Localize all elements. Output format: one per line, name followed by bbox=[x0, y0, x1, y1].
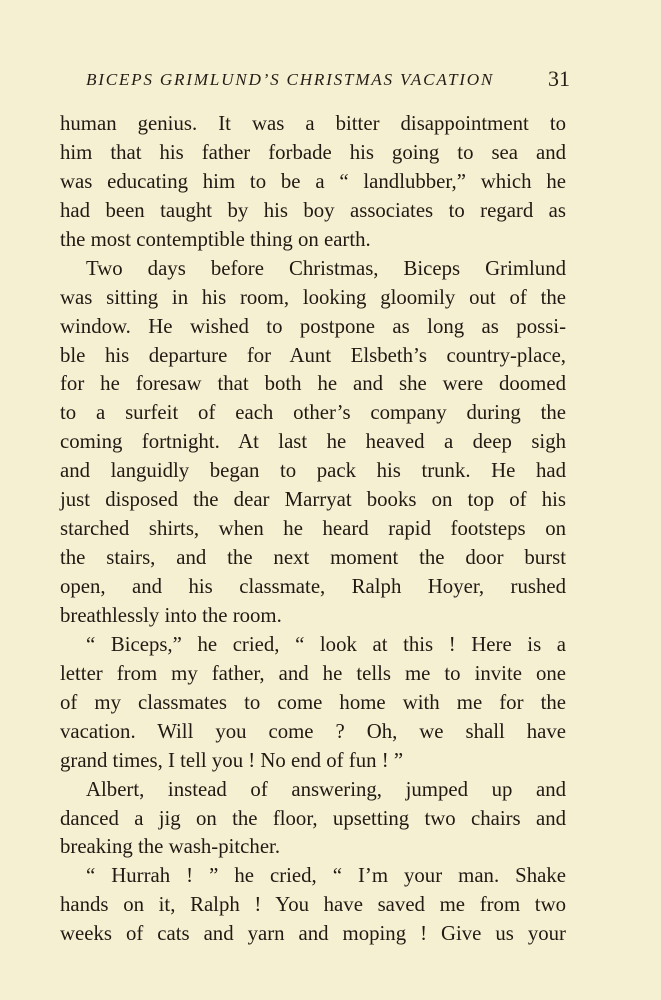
text-line: Albert, instead of answering, jumped up and bbox=[86, 777, 566, 801]
text-line: grand times, I tell you ! No end of fun ! ” bbox=[60, 748, 404, 772]
text-line: weeks of cats and yarn and moping ! Give us your bbox=[60, 922, 566, 946]
text-line: was educating him to be a “ landlubber,” which he bbox=[60, 169, 566, 193]
text-line: danced a jig on the floor, upsetting two chairs and bbox=[60, 806, 566, 830]
text-line: and languidly began to pack his trunk. He had bbox=[60, 459, 566, 483]
text-line: human genius. It was a bitter disappointment to bbox=[60, 112, 566, 135]
text-line: Two days before Christmas, Biceps Grimlund bbox=[86, 256, 566, 280]
text-line: starched shirts, when he heard rapid footsteps on bbox=[60, 517, 566, 541]
text-line: vacation. Will you come ? Oh, we shall have bbox=[60, 719, 566, 743]
text-line: hands on it, Ralph ! You have saved me from two bbox=[60, 893, 566, 917]
text-line: the most contemptible thing on earth. bbox=[60, 227, 371, 251]
page-number: 31 bbox=[548, 66, 570, 91]
text-line: coming fortnight. At last he heaved a deep sigh bbox=[60, 430, 566, 454]
text-line: for he foresaw that both he and she were doomed bbox=[60, 372, 566, 396]
text-line: just disposed the dear Marryat books on top of his bbox=[60, 488, 566, 512]
text-line: him that his father forbade his going to sea and bbox=[60, 140, 566, 164]
text-line: ble his departure for Aunt Elsbeth’s country-place, bbox=[60, 343, 566, 367]
text-line: was sitting in his room, looking gloomily out of the bbox=[60, 285, 566, 309]
text-line: the stairs, and the next moment the door burst bbox=[60, 546, 566, 570]
text-line: breathlessly into the room. bbox=[60, 603, 282, 627]
text-line: “ Biceps,” he cried, “ look at this ! Here is a bbox=[86, 632, 566, 656]
text-line: to a surfeit of each other’s company during the bbox=[60, 401, 566, 425]
text-line: “ Hurrah ! ” he cried, “ I’m your man. Shake bbox=[86, 864, 566, 888]
text-line: letter from my father, and he tells me to invite one bbox=[60, 661, 566, 685]
text-line: of my classmates to come home with me for the bbox=[60, 690, 566, 714]
running-title: BICEPS GRIMLUND’S CHRISTMAS VACATION bbox=[86, 70, 495, 89]
text-line: window. He wished to postpone as long as possi- bbox=[60, 314, 566, 338]
running-head bbox=[60, 66, 570, 96]
text-line: breaking the wash-pitcher. bbox=[60, 835, 281, 859]
text-line: had been taught by his boy associates to regard as bbox=[60, 198, 566, 222]
body-text bbox=[60, 110, 566, 949]
text-line: open, and his classmate, Ralph Hoyer, rushed bbox=[60, 575, 566, 598]
